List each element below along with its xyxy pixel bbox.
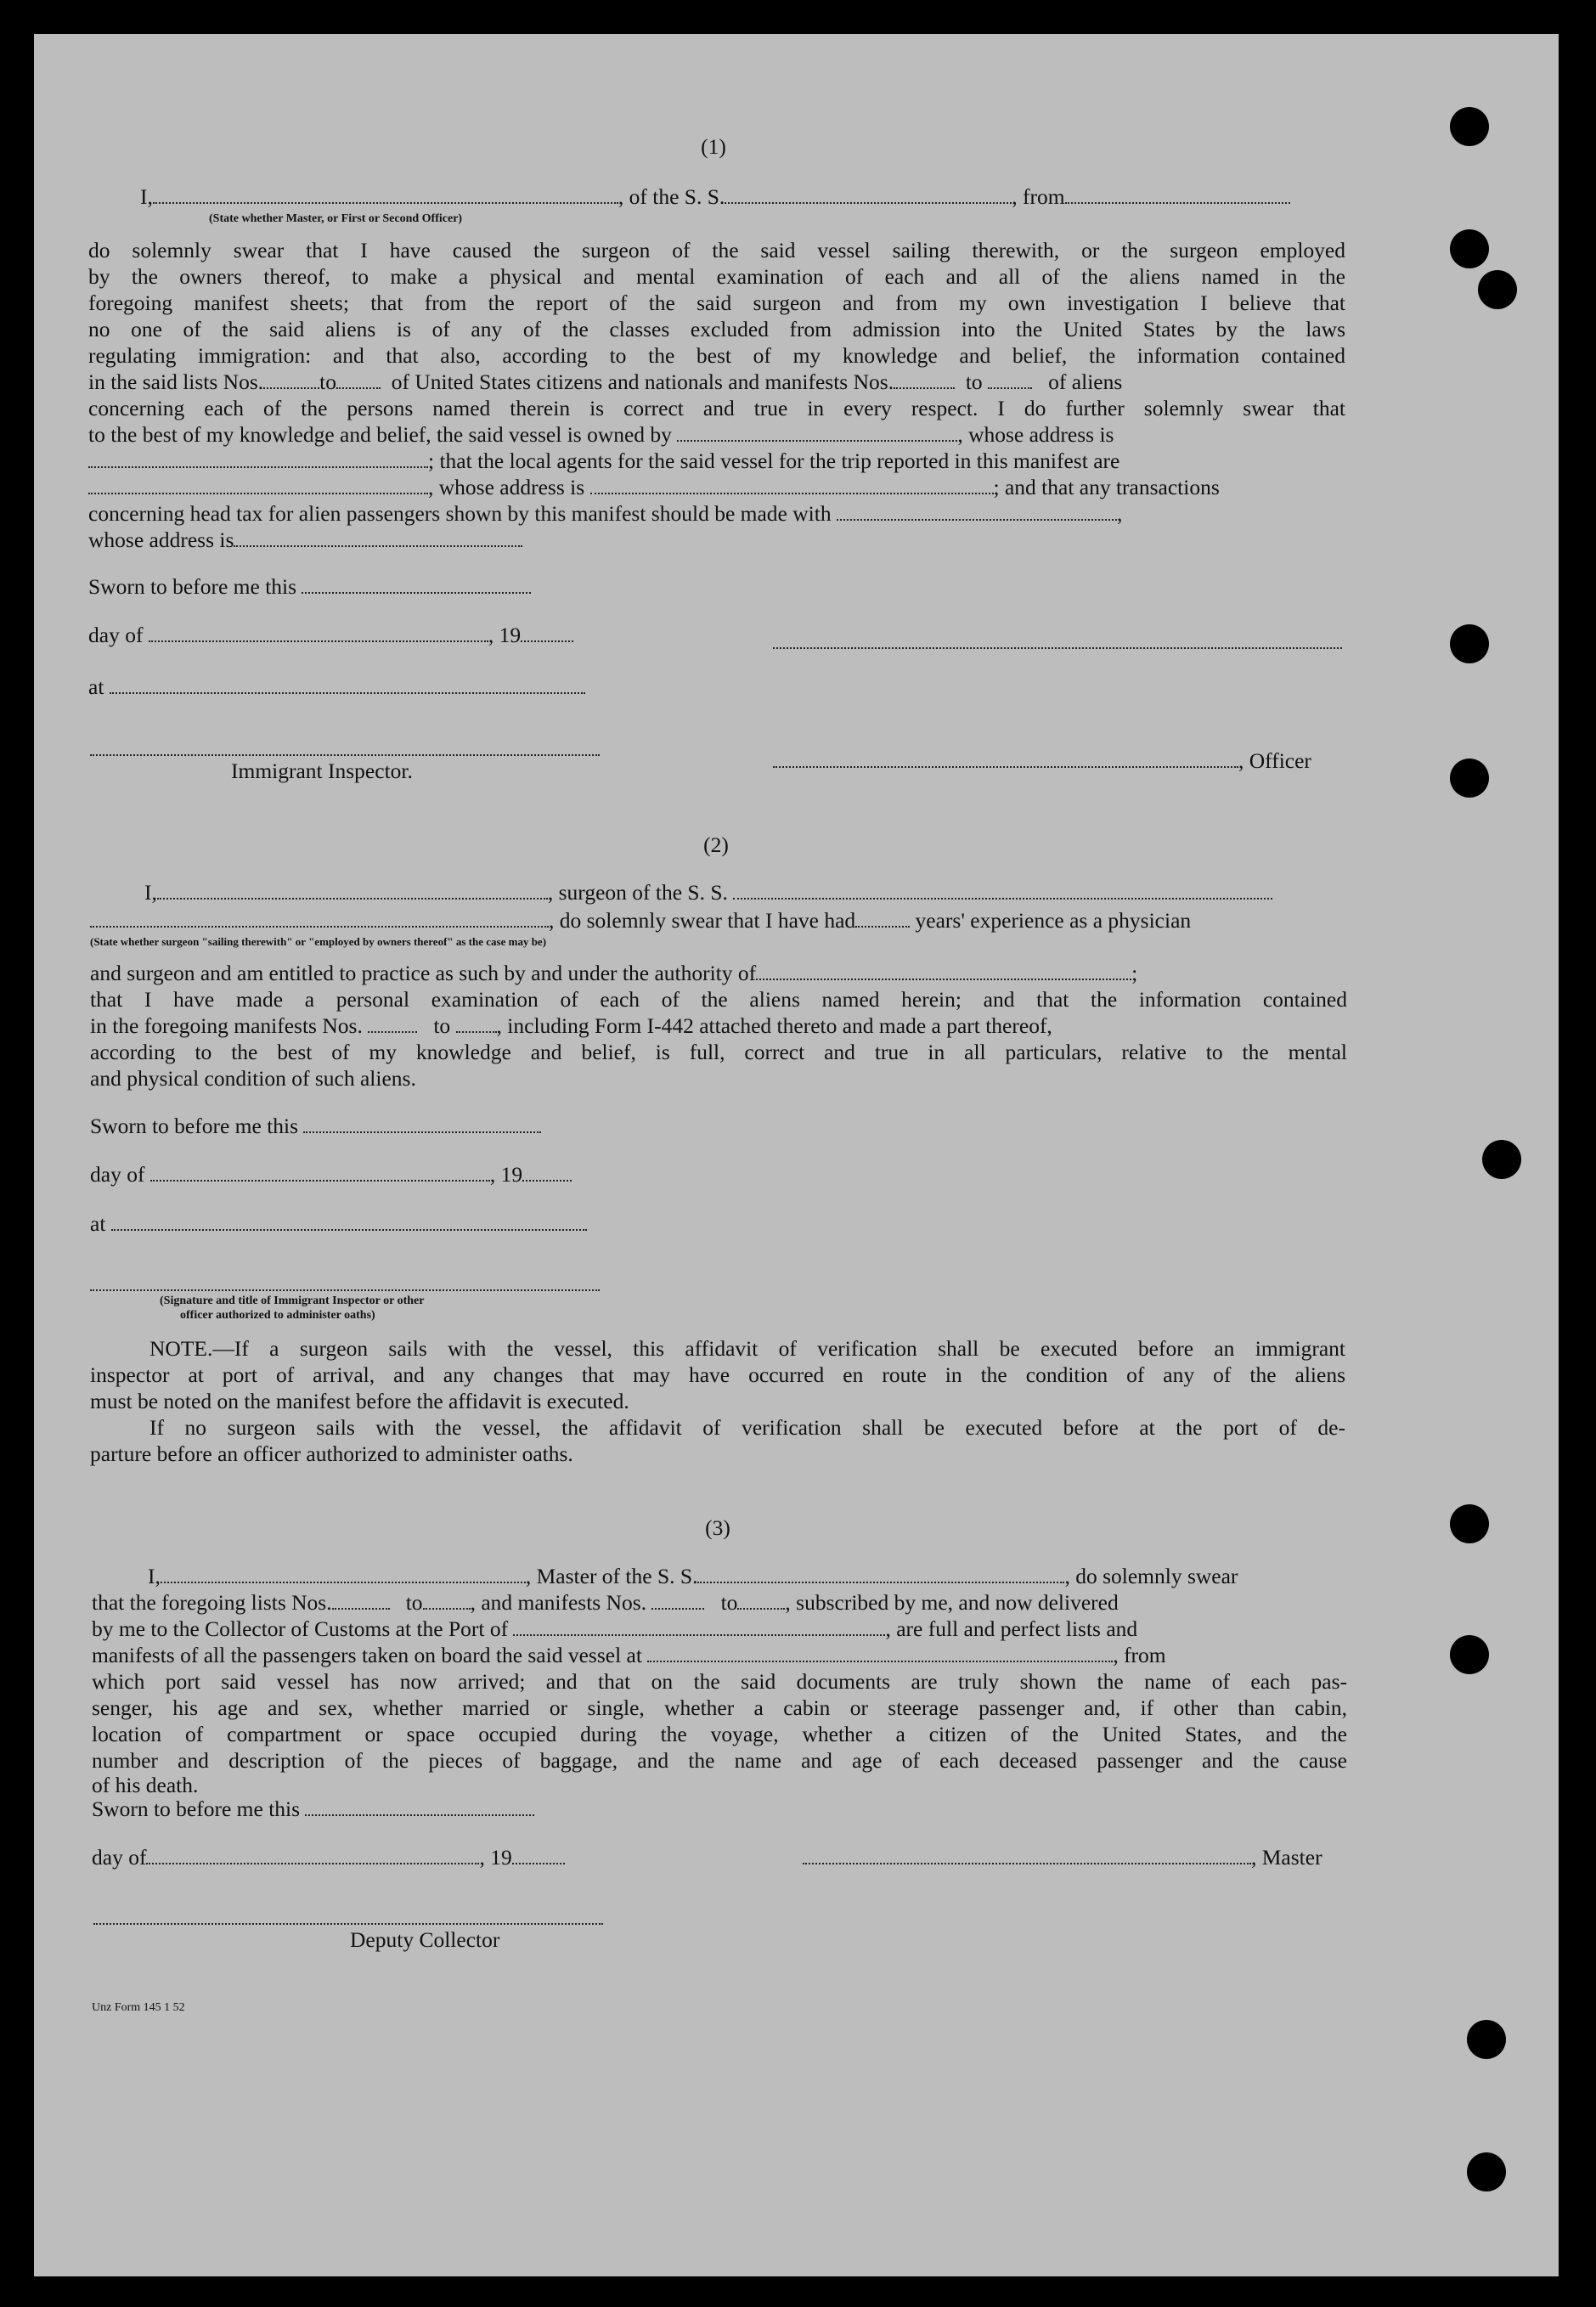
manifest-no-from-field[interactable] [894, 370, 955, 389]
local-agents-field[interactable] [88, 476, 428, 494]
officer-signature-field[interactable] [773, 749, 1238, 768]
surgeon-type-field[interactable] [90, 909, 549, 928]
practice-authority-field[interactable] [756, 962, 1131, 980]
section-2-para-line: and physical condition of such aliens. [90, 1066, 416, 1091]
boarding-port-field[interactable] [647, 1644, 1113, 1662]
section-2-day-of: day of , 19 [90, 1161, 572, 1187]
master-signature-field[interactable] [803, 1846, 1251, 1864]
section-2-line-1: I, , surgeon of the S. S. [144, 879, 1272, 905]
section-2-sworn: Sworn to before me this [90, 1113, 541, 1139]
section-3-port-line: by me to the Collector of Customs at the Port of , are full and perfect lists and [92, 1616, 1138, 1641]
section-1-number: (1) [701, 134, 726, 159]
section-3-para-line: of his death. [92, 1773, 199, 1797]
sworn-place-field[interactable] [110, 675, 585, 694]
section-3-para-line: which port said vessel has now arrived; and that on the said documents are truly shown the name of each pas- [92, 1669, 1347, 1694]
master-sworn-month-field[interactable] [146, 1846, 479, 1864]
section-1-line-1: I, , of the S. S. , from [140, 183, 1290, 210]
master-list-from-field[interactable] [332, 1591, 390, 1610]
section-1-headtax-line: concerning head tax for alien passengers shown by this manifest should be made with , [88, 501, 1123, 526]
surgeon-vessel-field[interactable] [733, 881, 1272, 900]
surgeon-sworn-place-field[interactable] [111, 1212, 587, 1231]
section-1-address-line: , whose address is ; and that any transactions [88, 474, 1220, 500]
section-2-auth-line: and surgeon and am entitled to practice as such by and under the authority of ; [90, 961, 1138, 985]
master-signature: , Master [803, 1844, 1322, 1870]
master-sworn-year-field[interactable] [512, 1846, 565, 1864]
section-1-para-line: foregoing manifest sheets; that from the report of the said surgeon and from my own investigation I believe that [88, 290, 1345, 315]
note-line: must be noted on the manifest before the affidavit is executed. [90, 1389, 629, 1413]
section-3-line-1: I, , Master of the S. S. , do solemnly swear [148, 1564, 1238, 1588]
master-manifest-from-field[interactable] [651, 1591, 704, 1610]
section-1-nos-line: in the said lists Nos. to of United States citizens and nationals and manifests Nos. to of aliens [88, 369, 1123, 394]
head-tax-address-field[interactable] [234, 528, 522, 547]
section-1-at: at [88, 674, 585, 700]
vessel-owner-field[interactable] [677, 423, 957, 442]
section-1-para-line: do solemnly swear that I have caused the surgeon of the said vessel sailing therewith, or the surgeon employed [88, 238, 1345, 262]
note-line: If no surgeon sails with the vessel, the affidavit of verification shall be executed before at the port of de- [149, 1415, 1345, 1440]
section-2-number: (2) [703, 832, 729, 857]
section-3-number: (3) [705, 1515, 730, 1540]
head-tax-contact-field[interactable] [837, 502, 1117, 521]
deputy-collector-title: Deputy Collector [350, 1927, 500, 1952]
vessel-name-field[interactable] [725, 185, 1012, 204]
owner-address-field[interactable] [88, 449, 428, 468]
section-1-para-line: concerning each of the persons named therein is correct and true in every respect. I do further solemnly swear that [88, 396, 1345, 420]
officer-rank-hint: (State whether Master, or First or Second Officer) [209, 212, 463, 225]
section-1-owned-line: to the best of my knowledge and belief, the said vessel is owned by , whose address is [88, 422, 1114, 447]
surgeon-type-hint: (State whether surgeon "sailing therewith" or "employed by owners thereof" as the case may be) [90, 935, 547, 948]
section-2-nos-line: in the foregoing manifests Nos. to , including Form I-442 attached thereto and made a part thereof, [90, 1013, 1052, 1038]
section-2-line-2: , do solemnly swear that I have had years' experience as a physician [90, 907, 1191, 934]
section-3-day-of: day of , 19 [92, 1844, 565, 1870]
section-1-para-line: regulating immigration: and that also, according to the best of my knowledge and belief, the information contained [88, 343, 1345, 368]
collector-port-field[interactable] [513, 1617, 885, 1636]
section-1-para-line: no one of the said aliens is of any of the classes excluded from admission into the United States by the laws [88, 317, 1345, 341]
officer-signature: , Officer [773, 747, 1311, 774]
section-2-para-line: according to the best of my knowledge and belief, is full, correct and true in all particulars, relative to the mental [90, 1040, 1347, 1064]
section-1-sworn: Sworn to before me this [88, 573, 531, 600]
list-no-from-field[interactable] [263, 370, 319, 389]
note-line: parture before an officer authorized to administer oaths. [90, 1441, 573, 1466]
section-2-at: at [90, 1210, 587, 1237]
note-line: inspector at port of arrival, and any changes that may have occurred en route in the condition of any of the aliens [90, 1362, 1345, 1387]
officer-rank-field[interactable] [153, 185, 618, 204]
officer-signature-line-upper[interactable] [773, 646, 1342, 649]
surgeon-sworn-year-field[interactable] [522, 1163, 572, 1182]
surgeon-manifest-to-field[interactable] [456, 1014, 497, 1033]
surgeon-manifest-from-field[interactable] [368, 1014, 417, 1033]
list-no-to-field[interactable] [336, 370, 381, 389]
deputy-signature-line[interactable] [93, 1921, 603, 1925]
section-3-board-line: manifests of all the passengers taken on board the said vessel at , from [92, 1643, 1166, 1667]
signature-hint-2: officer authorized to administer oaths) [180, 1309, 375, 1322]
sworn-month-field[interactable] [149, 623, 488, 642]
sworn-year-field[interactable] [521, 623, 573, 642]
from-port-field[interactable] [1065, 185, 1290, 204]
inspector-signature-line[interactable] [90, 753, 600, 756]
note-line: NOTE.—If a surgeon sails with the vessel, this affidavit of verification shall be executed before an immigrant [149, 1336, 1345, 1361]
years-experience-field[interactable] [855, 909, 910, 928]
section-1-day-of: day of , 19 [88, 622, 573, 648]
manifest-no-to-field[interactable] [988, 370, 1032, 389]
section-3-para-line: senger, his age and sex, whether married or single, whether a cabin or steerage passenger and, if other than cabin, [92, 1695, 1347, 1720]
section-1-whose-line: whose address is [88, 527, 522, 553]
section-3-sworn: Sworn to before me this [92, 1796, 534, 1822]
section-3-para-line: location of compartment or space occupied during the voyage, whether a citizen of the United States, and the [92, 1722, 1347, 1746]
master-vessel-field[interactable] [697, 1565, 1064, 1583]
agents-address-field[interactable] [590, 476, 994, 494]
sworn-date-field[interactable] [302, 575, 531, 594]
inspector-title: Immigrant Inspector. [231, 759, 413, 783]
section-1-para-line: by the owners thereof, to make a physical and mental examination of each and all of the aliens named in the [88, 264, 1345, 289]
signature-hint-1: (Signature and title of Immigrant Inspector or other [160, 1295, 425, 1307]
surgeon-sworn-month-field[interactable] [150, 1163, 490, 1182]
section-2-para-line: that I have made a personal examination of each of the aliens named herein; and that the information contained [90, 987, 1347, 1012]
surgeon-oath-signature-line[interactable] [90, 1288, 600, 1291]
section-3-nos-line: that the foregoing lists Nos. to , and manifests Nos. to , subscribed by me, and now delivered [92, 1590, 1119, 1615]
master-sworn-date-field[interactable] [305, 1797, 534, 1816]
master-manifest-to-field[interactable] [737, 1591, 785, 1610]
section-3-para-line: number and description of the pieces of baggage, and the name and age of each deceased passenger and the cause [92, 1748, 1347, 1773]
master-name-field[interactable] [161, 1565, 526, 1583]
surgeon-sworn-date-field[interactable] [303, 1114, 541, 1133]
section-1-agents-line: ; that the local agents for the said vessel for the trip reported in this manifest are [88, 448, 1119, 474]
surgeon-name-field[interactable] [157, 881, 548, 900]
master-list-to-field[interactable] [423, 1591, 471, 1610]
form-number: Unz Form 145 1 52 [92, 2001, 185, 2014]
